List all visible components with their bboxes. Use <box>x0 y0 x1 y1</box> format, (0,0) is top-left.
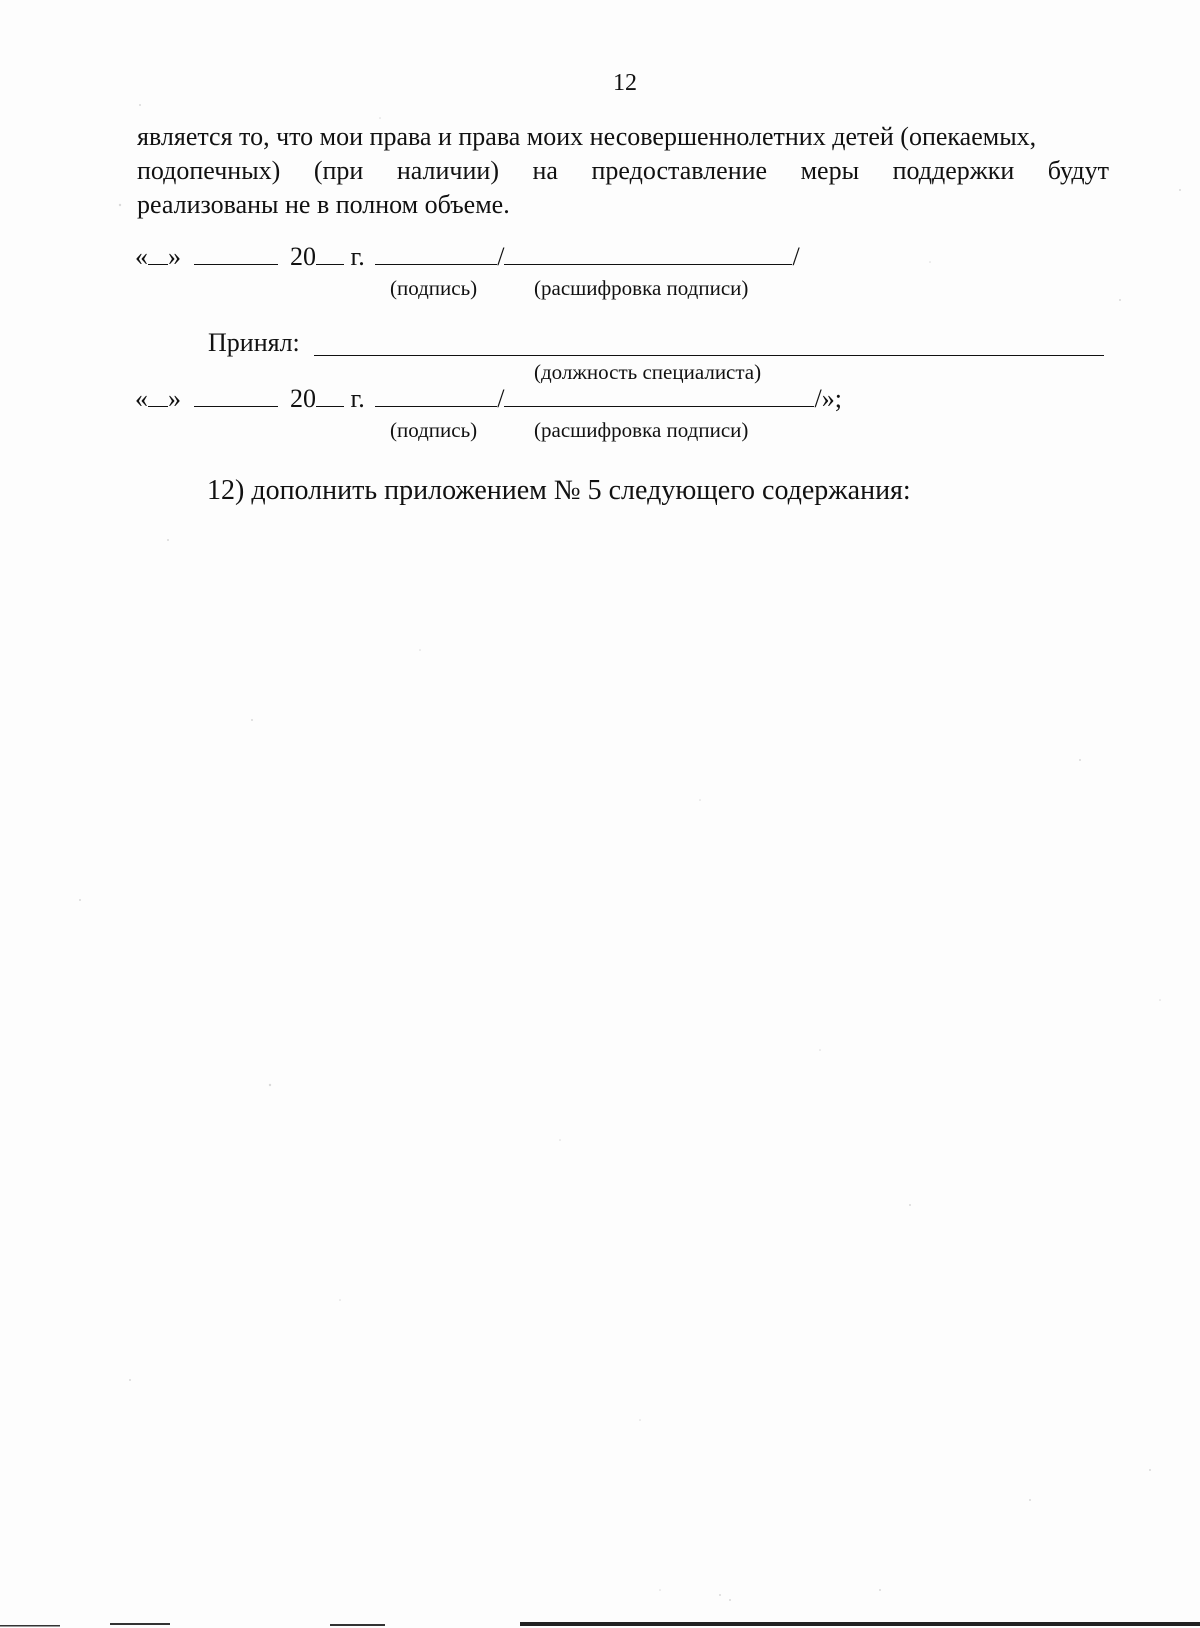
paragraph-word: будут <box>1047 156 1109 185</box>
caption-decoding-1: (расшифровка подписи) <box>534 276 749 300</box>
caption-decoding-2: (расшифровка подписи) <box>534 418 749 442</box>
caption-signature-1: (подпись) <box>390 276 478 300</box>
day-blank[interactable] <box>148 242 168 265</box>
quote-close: » <box>168 384 181 413</box>
slash: / <box>497 242 505 271</box>
slash-end: / <box>792 242 800 271</box>
year-suffix: г. <box>350 384 365 413</box>
decoding-blank[interactable] <box>504 384 814 407</box>
signature-date-line-1 <box>135 242 800 272</box>
paragraph-word: предоставление <box>591 156 768 185</box>
paragraph-word: меры <box>800 156 860 185</box>
caption-position: (должность специалиста) <box>534 360 762 384</box>
year-suffix: г. <box>350 242 365 271</box>
accepted-label: Принял: <box>208 328 300 357</box>
signature-blank[interactable] <box>375 242 497 265</box>
slash-end: /»; <box>814 384 842 413</box>
paragraph-line-3: реализованы не в полном объеме. <box>137 190 510 219</box>
caption-signature-2: (подпись) <box>390 418 478 442</box>
month-blank[interactable] <box>194 242 278 265</box>
year-prefix: 20 <box>290 384 316 413</box>
paragraph-word: (при <box>313 156 364 185</box>
month-blank[interactable] <box>194 384 278 407</box>
year-blank[interactable] <box>316 242 344 265</box>
paragraph-word: на <box>532 156 558 185</box>
paragraph-line-2 <box>137 154 1109 188</box>
year-prefix: 20 <box>290 242 316 271</box>
paragraph-line-1: является то, что мои права и права моих несовершеннолетних детей (опекаемых, <box>137 122 1037 151</box>
signature-blank[interactable] <box>375 384 497 407</box>
quote-close: » <box>168 242 181 271</box>
quote-open: « <box>135 242 148 271</box>
body-paragraph <box>137 120 1109 222</box>
year-blank[interactable] <box>316 384 344 407</box>
day-blank[interactable] <box>148 384 168 407</box>
signature-date-line-2 <box>135 384 842 414</box>
paragraph-word: наличии) <box>396 156 499 185</box>
quote-open: « <box>135 384 148 413</box>
decoding-blank[interactable] <box>504 242 792 265</box>
slash: / <box>497 384 505 413</box>
page-number: 12 <box>613 70 637 96</box>
paragraph-word: подопечных) <box>137 156 281 185</box>
position-blank[interactable] <box>314 355 1104 356</box>
scan-bottom-edge <box>0 1620 1200 1628</box>
instruction-line: 12) дополнить приложением № 5 следующего содержания: <box>207 475 911 506</box>
paragraph-word: поддержки <box>892 156 1015 185</box>
